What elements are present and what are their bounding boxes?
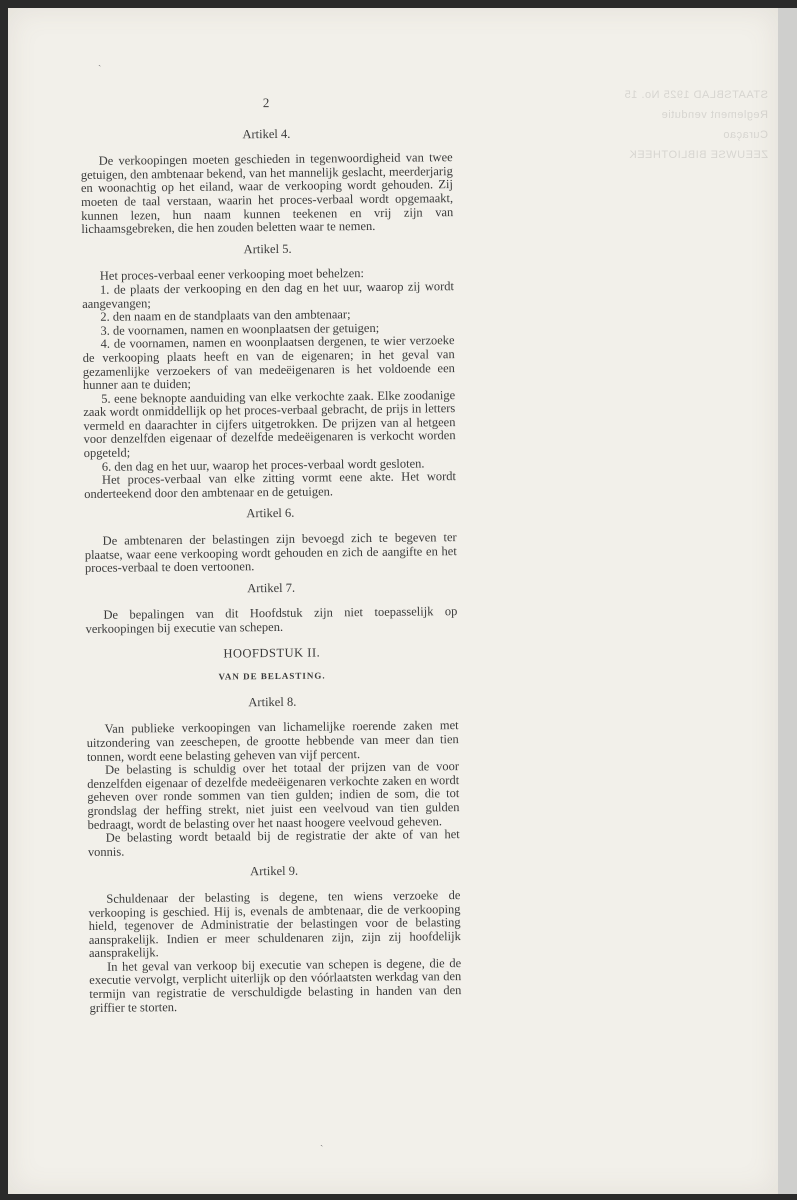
article-5-paragraph: 5. eene beknopte aanduiding van elke verkochte zaak. Elke zoodanige zaak wordt onmiddellijk op het proces-verbaal gebracht, de prijs in letters vermeld en daarachter in cijfers uitgetrokken. De prijzen van al hetgeen voor denzelfden eigenaar of dezelfde medeëigenaren is verkocht worden opgeteld;	[83, 387, 456, 461]
article-4-heading: Artikel 4.	[242, 126, 291, 141]
scan-speck-mark: ˎ	[98, 56, 102, 67]
article-7-paragraph: De bepalingen van dit Hoofdstuk zijn niet toepasselijk op verkoopingen bij executie van schepen.	[85, 604, 458, 636]
chapter-title: HOOFDSTUK II.	[223, 645, 321, 661]
article-9-paragraph: Schuldenaar der belasting is degene, ten wiens verzoeke de verkooping is geschied. Hij is, evenals de ambtenaar, die de verkooping hield, tegenover de Administratie der belastingen voor de belasting aansprakelijk. Indien er meer schuldenaren zijn, zijn zij hoofdelijk aansprakelijk.	[88, 887, 461, 961]
article-6-paragraph: De ambtenaren der belastingen zijn bevoegd zich te begeven ter plaatse, waar eene verkooping wordt gehouden en zich de aangifte en het proces-verbaal te doen vertoonen.	[84, 530, 457, 576]
article-9-paragraph: In het geval van verkoop bij executie van schepen is degene, die de executie vervolgt, verplicht uiterlijk op den vóórlaatsten werkdag van den termijn van registratie de verschuldigde belasting in handen van den griffier te storten.	[89, 955, 462, 1015]
article-5-paragraph: 2. den naam en de standplaats van den ambtenaar;	[100, 307, 351, 324]
article-5-paragraph: Het proces-verbaal eener verkooping moet behelzen:	[99, 266, 365, 284]
article-5-paragraph: 3. de voornamen, namen en woonplaatsen der getuigen;	[100, 320, 380, 338]
bleed-line: ZEEUWSE BIBLIOTHEEK	[628, 149, 768, 161]
article-8-heading: Artikel 8.	[248, 694, 297, 710]
chapter-subtitle: VAN DE BELASTING.	[218, 670, 326, 682]
article-4-paragraph: De verkoopingen moeten geschieden in tegenwoordigheid van twee getuigen, den ambtenaar bekend, van het mannelijk geslacht, meerderjarig en woonachtig op het eiland, waar de verkooping wordt gehouden. Zij moeten de taal verstaan, waarin het proces-verbaal wordt opgemaakt, kunnen lezen, hun naam kunnen teekenen en vrij zijn van lichaamsgebreken, die hen zouden beletten waar te nemen.	[80, 150, 454, 237]
article-5-paragraph: 4. de voornamen, namen en woonplaatsen dergenen, te wier verzoeke de verkooping plaats heeft en van de eigenaren; in het geval van gezamenlijke verzoekers of van medeëigenaren is het voldoende een hunner aan te duiden;	[82, 333, 455, 393]
bleed-line: STAATSBLAD 1925 No. 15	[624, 89, 768, 101]
bleed-through-text	[488, 88, 768, 168]
bleed-line: Curaçao	[722, 129, 768, 141]
scan-speck-mark: ˏ	[320, 1136, 324, 1147]
article-5-paragraph: 6. den dag en het uur, waarop het proces-verbaal wordt gesloten.	[101, 456, 425, 474]
page-number: 2	[262, 95, 270, 111]
article-6-heading: Artikel 6.	[246, 506, 295, 521]
article-5-paragraph: Het proces-verbaal van elke zitting vormt eene akte. Het wordt onderteekend door den ambtenaar en de getuigen.	[84, 469, 457, 501]
article-8-paragraph: De belasting is schuldig over het totaal der prijzen van de voor denzelfden eigenaar of dezelfde medeëigenaren verkochte zaken en wordt geheven over ronde sommen van tien gulden; indien de som, die tot grondslag der heffing strekt, niet juist een veelvoud van tien gulden bedraagt, wordt de belasting over het naast hoogere veelvoud geheven.	[87, 759, 460, 832]
article-5-paragraph: 1. de plaats der verkooping en den dag en het uur, waarop zij wordt aangevangen;	[82, 279, 455, 311]
bleed-line: Reglement vendutie	[661, 109, 768, 121]
scan-edge-strip	[778, 8, 797, 1194]
text-column	[80, 94, 462, 1015]
article-8-paragraph: Van publieke verkoopingen van lichamelijke roerende zaken met uitzondering van zeeschepen, de grootte hebbende van meer dan tien tonnen, wordt eene belasting geheven van vijf percent.	[86, 718, 459, 764]
document-page	[8, 8, 778, 1194]
article-7-heading: Artikel 7.	[247, 580, 296, 596]
article-9-heading: Artikel 9.	[250, 864, 299, 879]
article-8-paragraph: De belasting wordt betaald bij de registratie der akte of van het vonnis.	[87, 827, 460, 859]
article-5-heading: Artikel 5.	[243, 241, 292, 257]
